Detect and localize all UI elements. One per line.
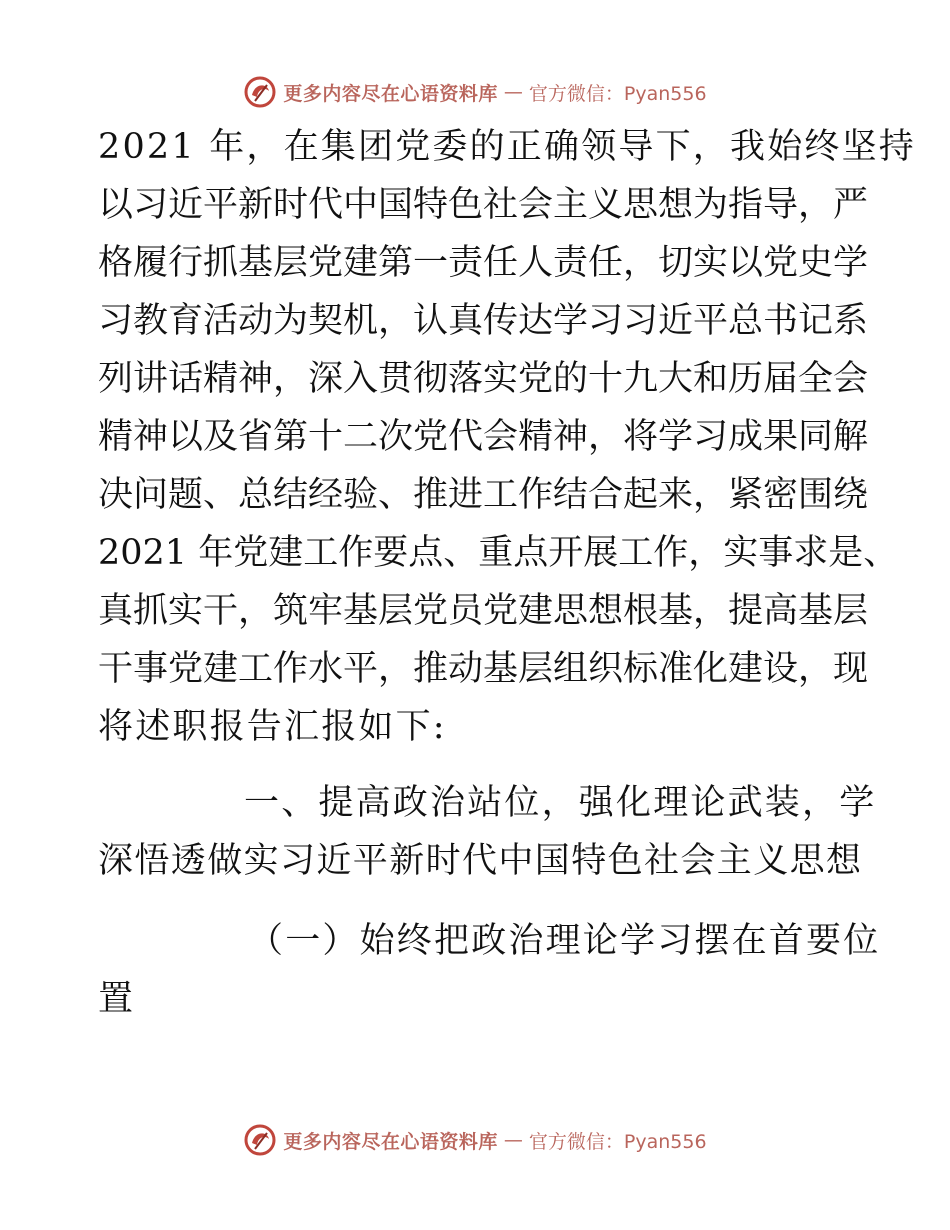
watermark-label: 官方微信：Pyan556	[528, 1130, 707, 1153]
body-line: 精神以及省第十二次党代会精神，将学习成果同解	[98, 417, 869, 457]
body-line: 习教育活动为契机，认真传达学习习近平总书记系	[98, 301, 869, 341]
watermark-prefix: 更多内容尽在心语资料库	[283, 82, 498, 105]
watermark-separator: —	[503, 81, 523, 103]
section-heading-1-line2: 深悟透做实习近平新时代中国特色社会主义思想	[98, 841, 863, 881]
watermark-separator: —	[503, 1129, 523, 1151]
watermark-top	[0, 72, 950, 112]
document-body	[98, 118, 916, 1028]
red-swirl-logo-icon	[243, 1123, 277, 1157]
body-line: 干事党建工作水平，推动基层组织标准化建设，现	[98, 649, 869, 689]
watermark-label: 官方微信：Pyan556	[528, 82, 707, 105]
body-line: 列讲话精神，深入贯彻落实党的十九大和历届全会	[98, 359, 869, 399]
subsection-heading-1-line2: 置	[98, 979, 136, 1019]
red-swirl-logo-icon	[243, 75, 277, 109]
watermark-bottom	[0, 1120, 950, 1160]
body-line: 真抓实干，筑牢基层党员党建思想根基，提高基层	[98, 591, 869, 631]
body-line: 将述职报告汇报如下:	[98, 707, 447, 747]
body-line: 以习近平新时代中国特色社会主义思想为指导，严	[98, 185, 869, 225]
subsection-heading-1-line1: （一）始终把政治理论学习摆在首要位	[248, 921, 881, 961]
body-line: 2021 年，在集团党委的正确领导下，我始终坚持	[98, 127, 916, 167]
section-heading-1-line1: 一、提高政治站位，强化理论武装，学	[244, 783, 877, 823]
body-line: 决问题、总结经验、推进工作结合起来，紧密围绕	[98, 475, 869, 515]
watermark-prefix: 更多内容尽在心语资料库	[283, 1130, 498, 1153]
body-line: 2021 年党建工作要点、重点开展工作，实事求是、	[98, 533, 899, 573]
body-line: 格履行抓基层党建第一责任人责任，切实以党史学	[98, 243, 869, 283]
